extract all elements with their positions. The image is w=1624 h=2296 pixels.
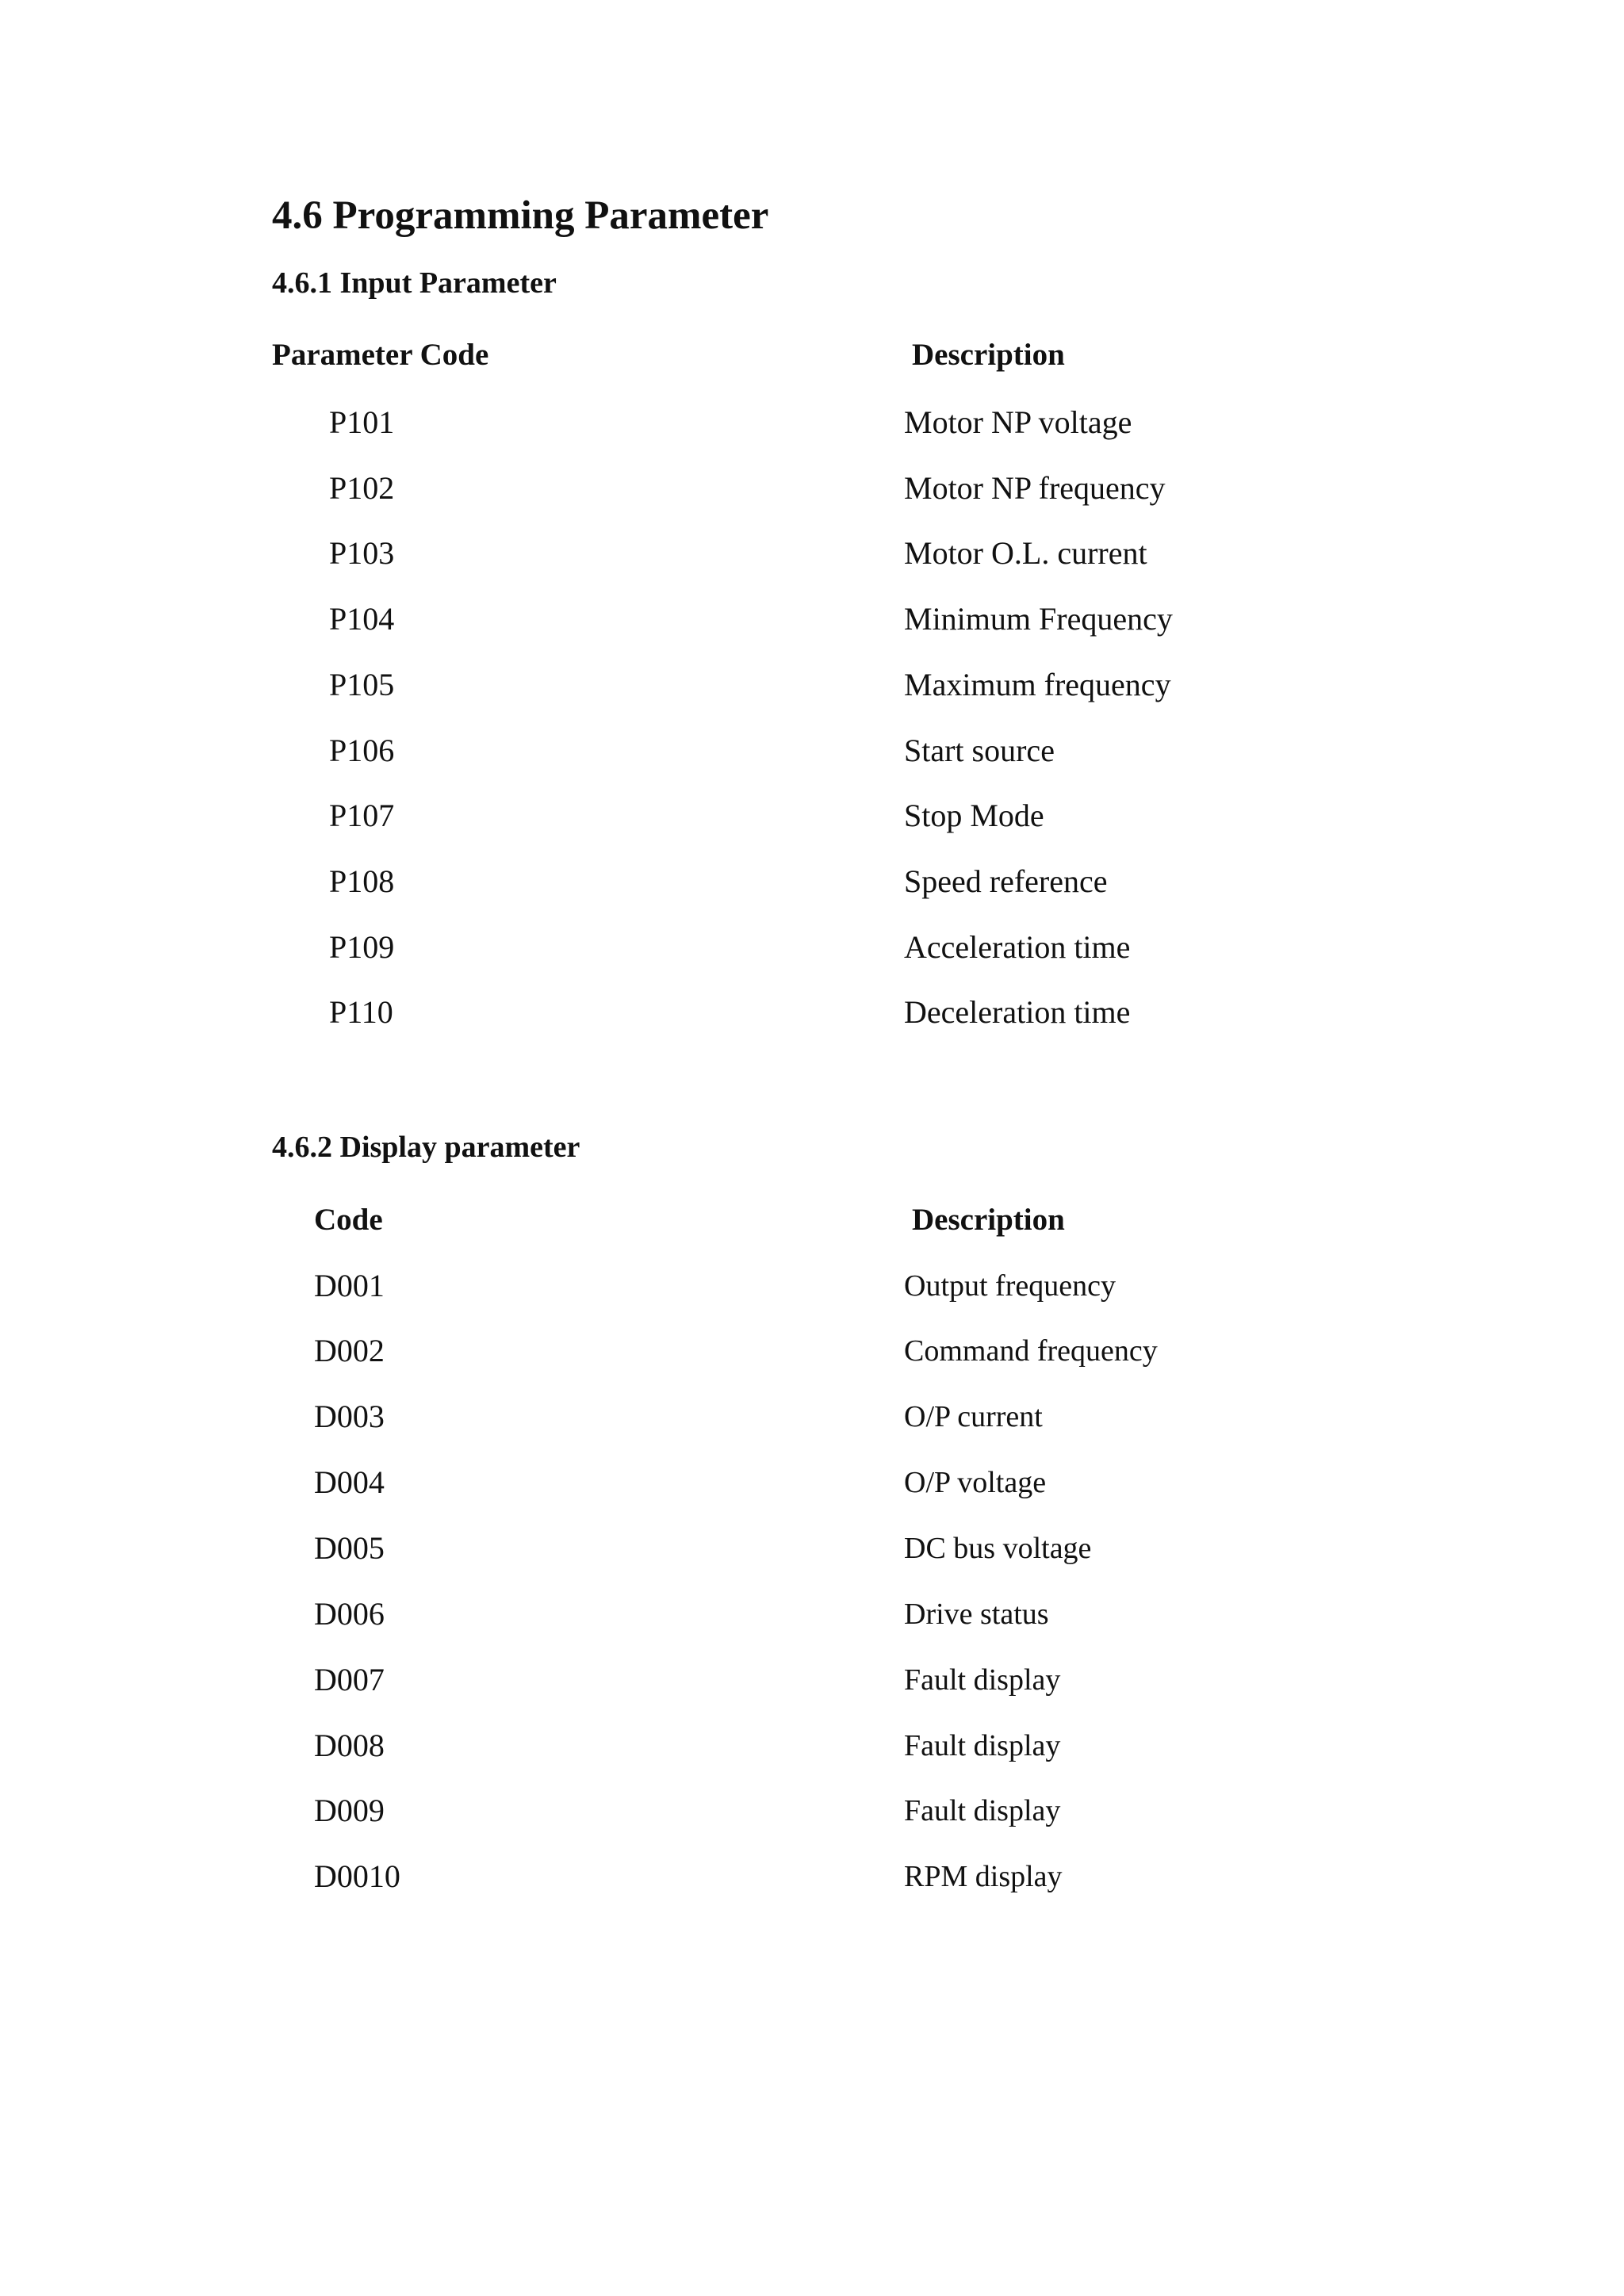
display-row-description: Fault display	[904, 1663, 1061, 1697]
input-row-description: Speed reference	[904, 863, 1108, 899]
display-row-description: RPM display	[904, 1860, 1063, 1893]
display-row-code: D001	[314, 1268, 385, 1303]
input-row-description: Start source	[904, 733, 1055, 768]
display-parameter-heading: 4.6.2 Display parameter	[272, 1131, 580, 1164]
input-parameter-heading: 4.6.1 Input Parameter	[272, 266, 557, 300]
display-row-code: D003	[314, 1399, 385, 1434]
display-row-code: D0010	[314, 1858, 400, 1894]
input-row-description: Motor NP frequency	[904, 470, 1166, 506]
input-row-description: Motor NP voltage	[904, 404, 1132, 440]
input-row-code: P109	[329, 929, 395, 965]
input-row-code: P103	[329, 535, 395, 571]
input-row-code: P108	[329, 863, 395, 899]
input-row-code: P107	[329, 798, 395, 833]
input-row-code: P105	[329, 667, 395, 702]
display-row-description: Command frequency	[904, 1334, 1158, 1368]
display-row-code: D007	[314, 1662, 385, 1697]
input-row-code: P106	[329, 733, 395, 768]
display-row-code: D008	[314, 1728, 385, 1763]
input-row-description: Motor O.L. current	[904, 535, 1147, 571]
display-row-code: D009	[314, 1793, 385, 1828]
input-col-description-header: Description	[912, 338, 1065, 372]
input-row-code: P110	[329, 994, 393, 1030]
input-row-code: P101	[329, 404, 395, 440]
display-row-code: D005	[314, 1530, 385, 1566]
input-row-description: Deceleration time	[904, 994, 1131, 1030]
display-row-code: D006	[314, 1596, 385, 1632]
input-row-description: Stop Mode	[904, 798, 1044, 833]
display-row-description: Output frequency	[904, 1269, 1116, 1303]
section-title: 4.6 Programming Parameter	[272, 193, 769, 238]
input-row-code: P102	[329, 470, 395, 506]
input-col-code-header: Parameter Code	[272, 338, 489, 372]
display-row-description: O/P voltage	[904, 1466, 1047, 1499]
display-col-code-header: Code	[314, 1203, 383, 1237]
display-row-code: D004	[314, 1464, 385, 1500]
display-row-description: Drive status	[904, 1598, 1049, 1631]
display-row-description: DC bus voltage	[904, 1532, 1092, 1565]
display-col-description-header: Description	[912, 1203, 1065, 1237]
display-row-description: O/P current	[904, 1400, 1043, 1433]
display-row-code: D002	[314, 1333, 385, 1368]
input-row-code: P104	[329, 601, 395, 637]
display-row-description: Fault display	[904, 1794, 1061, 1827]
input-row-description: Minimum Frequency	[904, 601, 1173, 637]
display-row-description: Fault display	[904, 1729, 1061, 1762]
input-row-description: Acceleration time	[904, 929, 1131, 965]
input-row-description: Maximum frequency	[904, 667, 1171, 702]
